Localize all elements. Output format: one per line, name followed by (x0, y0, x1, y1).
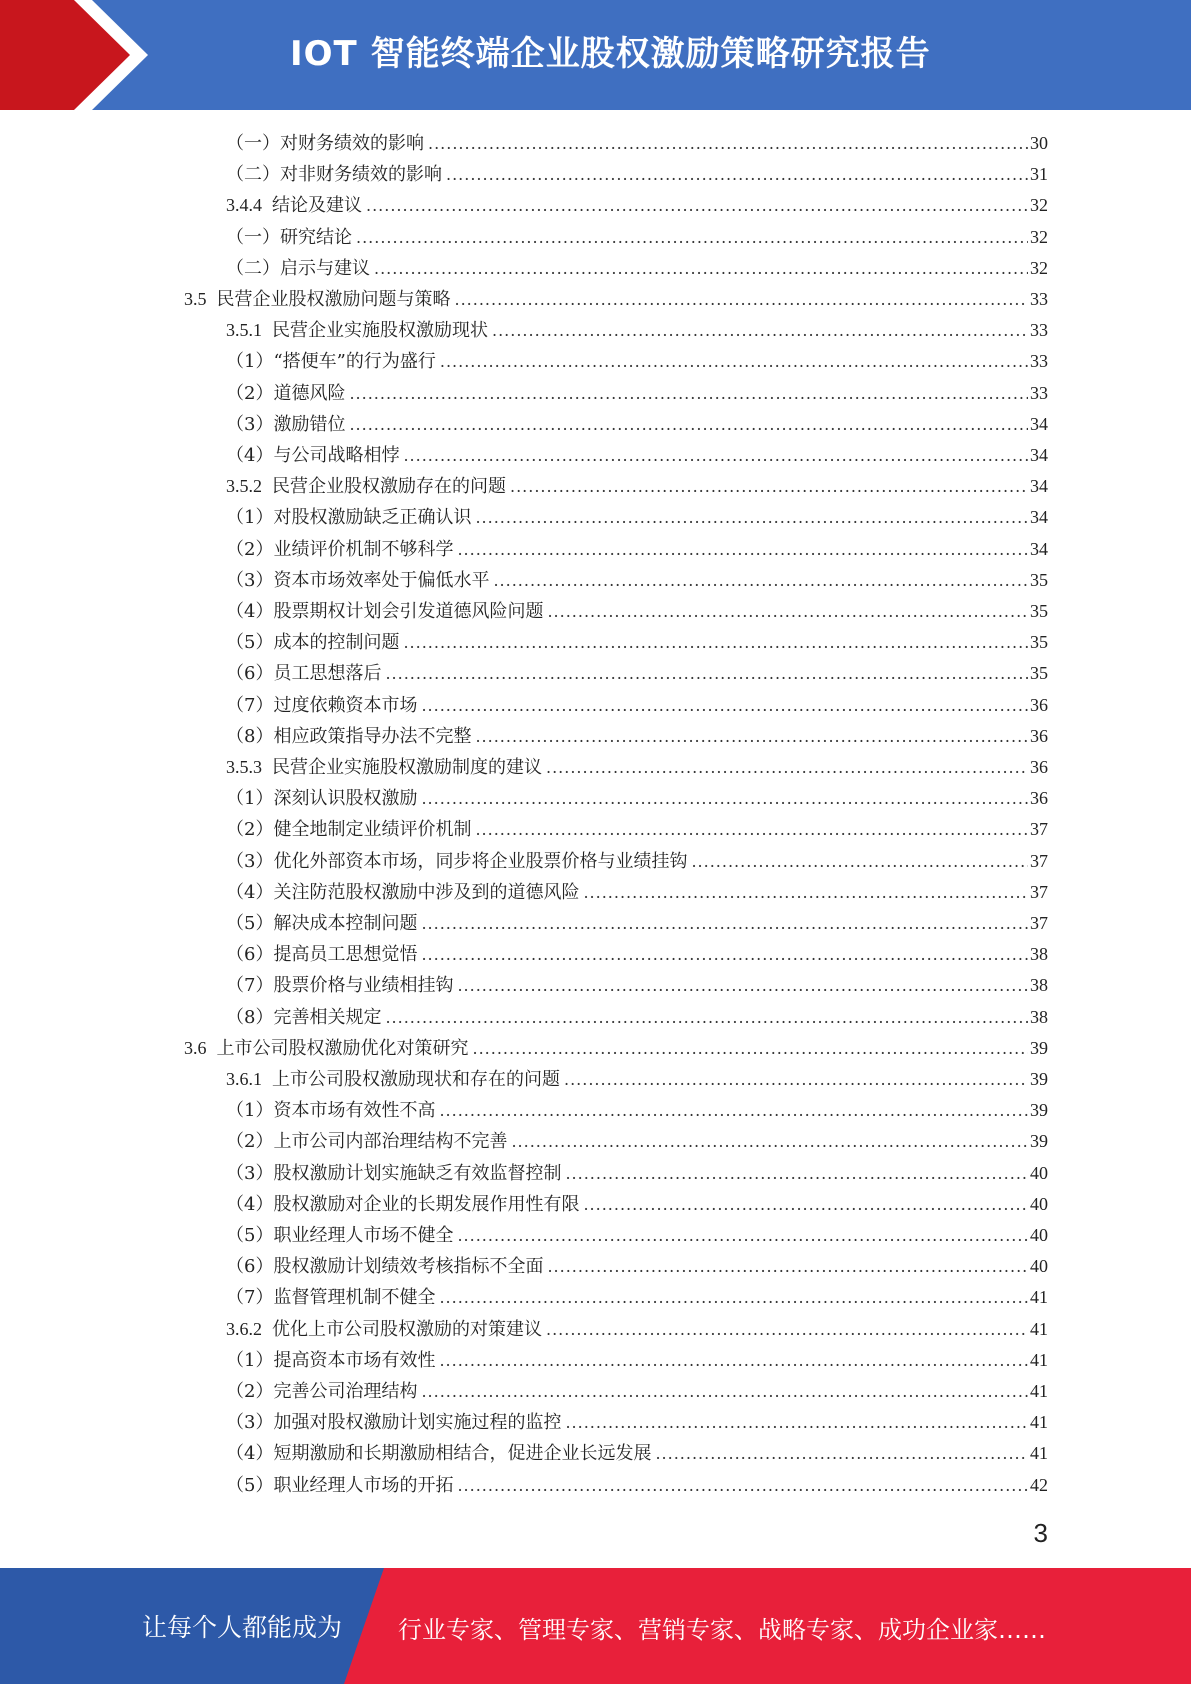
toc-entry-page: 40 (1030, 1162, 1048, 1183)
toc-entry-title: （2）健全地制定业绩评价机制 (226, 819, 472, 841)
toc-entry-page: 36 (1030, 757, 1048, 777)
toc-entry[interactable] (226, 690, 1048, 721)
toc-dot-leader (421, 783, 1028, 814)
toc-entry[interactable] (226, 1158, 1048, 1189)
toc-entry-number: 3.5.1 (226, 320, 262, 341)
toc-entry-title: 优化上市公司股权激励的对策建议 (272, 1318, 542, 1340)
toc-dot-leader (457, 970, 1028, 1001)
toc-entry-title: （3）激励错位 (226, 413, 346, 435)
toc-dot-leader (565, 1158, 1028, 1189)
toc-dot-leader (366, 190, 1028, 221)
toc-entry-title: （6）股权激励计划绩效考核指标不全面 (226, 1256, 544, 1278)
toc-entry[interactable] (226, 159, 1048, 190)
toc-entry-title: （1）深刻认识股权激励 (226, 788, 418, 810)
toc-entry-title: （6）提高员工思想觉悟 (226, 944, 418, 966)
toc-entry-title: （7）过度依赖资本市场 (226, 694, 418, 716)
toc-entry-page: 41 (1030, 1443, 1048, 1464)
toc-entry[interactable] (226, 1220, 1048, 1251)
toc-dot-leader (455, 284, 1029, 315)
toc-entry-title: （7）股票价格与业绩相挂钩 (226, 975, 454, 997)
toc-entry[interactable] (226, 1314, 1048, 1345)
toc-entry-title: （二）对非财务绩效的影响 (226, 164, 442, 186)
toc-entry-title: （8）相应政策指导办法不完整 (226, 725, 472, 747)
toc-dot-leader (493, 565, 1028, 596)
toc-entry-page: 38 (1030, 975, 1048, 996)
toc-entry[interactable] (226, 565, 1048, 596)
toc-dot-leader (421, 1376, 1028, 1407)
toc-entry-page: 37 (1030, 913, 1048, 933)
toc-dot-leader (492, 315, 1028, 346)
toc-entry-number: 3.5.2 (226, 476, 262, 497)
toc-entry-page: 40 (1030, 1256, 1048, 1277)
toc-dot-leader (475, 721, 1028, 752)
toc-dot-leader (428, 128, 1028, 159)
toc-entry-title: （4）关注防范股权激励中涉及到的道德风险 (226, 881, 580, 903)
toc-entry-page: 33 (1030, 351, 1048, 372)
toc-entry-page: 35 (1030, 663, 1048, 684)
toc-entry-title: （8）完善相关规定 (226, 1006, 382, 1028)
toc-entry-title: （4）股权激励对企业的长期发展作用性有限 (226, 1193, 580, 1215)
toc-entry-number: 3.6.2 (226, 1318, 262, 1339)
toc-entry[interactable] (226, 752, 1048, 783)
toc-entry-page: 34 (1030, 476, 1048, 497)
toc-entry-title: （7）监督管理机制不健全 (226, 1287, 436, 1309)
toc-entry-page: 35 (1030, 569, 1048, 590)
toc-entry-page: 34 (1030, 445, 1048, 465)
toc-dot-leader (565, 1407, 1028, 1438)
toc-dot-leader (421, 908, 1028, 939)
toc-dot-leader (457, 1470, 1028, 1501)
page-header (0, 0, 1191, 110)
toc-entry-title: （3）股权激励计划实施缺乏有效监督控制 (226, 1162, 562, 1184)
toc-entry-title: （4）短期激励和长期激励相结合，促进企业长远发展 (226, 1443, 652, 1465)
toc-entry-title: （1）“搭便车”的行为盛行 (226, 351, 436, 373)
toc-entry-page: 41 (1030, 1349, 1048, 1370)
toc-entry-title: （5）成本的控制问题 (226, 632, 400, 654)
toc-entry-title: 结论及建议 (272, 195, 362, 217)
toc-dot-leader (439, 1345, 1028, 1376)
toc-entry-page: 37 (1030, 819, 1048, 840)
toc-dot-leader (439, 1282, 1028, 1313)
toc-entry-page: 32 (1030, 195, 1048, 216)
toc-entry-page: 36 (1030, 788, 1048, 809)
toc-entry[interactable] (226, 627, 1048, 658)
toc-entry[interactable] (226, 658, 1048, 689)
toc-entry-page: 38 (1030, 944, 1048, 965)
toc-entry[interactable] (226, 1345, 1048, 1376)
toc-entry[interactable] (226, 908, 1048, 939)
toc-entry-page: 40 (1030, 1225, 1048, 1245)
toc-entry-page: 34 (1030, 507, 1048, 528)
toc-dot-leader (691, 846, 1028, 877)
toc-entry[interactable] (226, 1470, 1048, 1501)
toc-dot-leader (356, 222, 1028, 253)
toc-dot-leader (473, 1033, 1029, 1064)
toc-dot-leader (349, 409, 1028, 440)
toc-entry[interactable] (226, 471, 1048, 502)
toc-entry[interactable] (226, 877, 1048, 908)
toc-entry-title: 民营企业实施股权激励制度的建议 (272, 757, 542, 778)
toc-entry-title: （2）完善公司治理结构 (226, 1381, 418, 1402)
page-number: 3 (1033, 1518, 1048, 1548)
toc-entry-title: （3）优化外部资本市场，同步将企业股票价格与业绩挂钩 (226, 850, 688, 872)
toc-entry-page: 33 (1030, 289, 1048, 309)
toc-entry[interactable] (226, 315, 1048, 346)
toc-entry[interactable] (226, 1189, 1048, 1220)
toc-entry-page: 33 (1030, 382, 1048, 403)
toc-entry-title: 民营企业股权激励存在的问题 (272, 476, 506, 498)
toc-entry-page: 32 (1030, 257, 1048, 278)
toc-entry-page: 34 (1030, 538, 1048, 559)
toc-entry[interactable] (226, 128, 1048, 159)
toc-entry[interactable] (226, 253, 1048, 284)
toc-dot-leader (439, 1095, 1028, 1126)
toc-dot-leader (385, 1002, 1028, 1033)
toc-entry-number: 3.5.3 (226, 757, 262, 777)
toc-entry-title: （1）提高资本市场有效性 (226, 1349, 436, 1371)
toc-entry-page: 41 (1030, 1381, 1048, 1401)
toc-entry[interactable] (226, 970, 1048, 1001)
toc-entry[interactable] (226, 502, 1048, 533)
toc-dot-leader (385, 658, 1028, 689)
toc-entry-number: 3.6 (184, 1037, 207, 1058)
toc-entry-page: 32 (1030, 226, 1048, 247)
toc-entry[interactable] (184, 1033, 1048, 1064)
toc-entry[interactable] (226, 1251, 1048, 1282)
toc-entry[interactable] (226, 346, 1048, 377)
toc-entry-page: 35 (1030, 601, 1048, 621)
toc-entry-number: 3.5 (184, 289, 207, 309)
toc-entry[interactable] (226, 409, 1048, 440)
toc-entry-title: （1）资本市场有效性不高 (226, 1100, 436, 1122)
toc-entry-page: 41 (1030, 1412, 1048, 1433)
toc-entry-page: 35 (1030, 632, 1048, 653)
toc-entry-title: （5）职业经理人市场不健全 (226, 1225, 454, 1246)
toc-entry-title: （二）启示与建议 (226, 257, 370, 279)
toc-entry-page: 40 (1030, 1193, 1048, 1214)
toc-dot-leader (457, 1220, 1028, 1251)
toc-entry[interactable] (226, 1095, 1048, 1126)
report-title: IOT 智能终端企业股权激励策略研究报告 (290, 34, 931, 74)
toc-dot-leader (403, 440, 1028, 471)
toc-entry[interactable] (226, 378, 1048, 409)
toc-dot-leader (547, 596, 1028, 627)
toc-entry[interactable] (226, 1407, 1048, 1438)
toc-entry-page: 31 (1030, 164, 1048, 185)
toc-entry[interactable] (226, 596, 1048, 627)
toc-entry-title: （一）研究结论 (226, 226, 352, 248)
toc-entry-title: 民营企业实施股权激励现状 (272, 320, 488, 342)
toc-entry-title: （4）与公司战略相悖 (226, 445, 400, 466)
toc-dot-leader (546, 1314, 1028, 1345)
toc-entry-title: （3）加强对股权激励计划实施过程的监控 (226, 1412, 562, 1434)
toc-entry-page: 37 (1030, 881, 1048, 902)
toc-entry-page: 34 (1030, 413, 1048, 434)
toc-dot-leader (421, 690, 1028, 721)
toc-entry-page: 37 (1030, 850, 1048, 871)
toc-entry-page: 39 (1030, 1037, 1048, 1058)
toc-entry-title: （6）员工思想落后 (226, 663, 382, 685)
footer-roles: 行业专家、管理专家、营销专家、战略专家、成功企业家…… (398, 1616, 1046, 1644)
toc-entry[interactable] (226, 190, 1048, 221)
toc-entry[interactable] (226, 1126, 1048, 1157)
toc-entry-title: （1）对股权激励缺乏正确认识 (226, 507, 472, 529)
toc-entry-page: 30 (1030, 133, 1048, 153)
toc-entry-title: （5）解决成本控制问题 (226, 913, 418, 934)
toc-entry-number: 3.4.4 (226, 195, 262, 216)
toc-dot-leader (511, 1126, 1028, 1157)
toc-entry-title: （一）对财务绩效的影响 (226, 133, 424, 154)
toc-entry-page: 39 (1030, 1069, 1048, 1089)
toc-entry[interactable] (226, 222, 1048, 253)
toc-dot-leader (446, 159, 1028, 190)
page-footer (0, 1568, 1191, 1684)
toc-entry[interactable] (226, 1064, 1048, 1095)
toc-entry-title: （5）职业经理人市场的开拓 (226, 1474, 454, 1496)
toc-entry[interactable] (226, 939, 1048, 970)
toc-dot-leader (440, 346, 1028, 377)
toc-entry[interactable] (226, 846, 1048, 877)
toc-entry[interactable] (226, 1438, 1048, 1469)
toc-dot-leader (475, 502, 1028, 533)
toc-entry[interactable] (226, 534, 1048, 565)
toc-entry-page: 42 (1030, 1474, 1048, 1495)
toc-entry[interactable] (226, 814, 1048, 845)
toc-entry[interactable] (226, 1002, 1048, 1033)
toc-entry-title: （3）资本市场效率处于偏低水平 (226, 569, 490, 591)
toc-dot-leader (583, 1189, 1028, 1220)
toc-dot-leader (546, 752, 1028, 783)
toc-dot-leader (421, 939, 1028, 970)
toc-entry[interactable] (226, 440, 1048, 471)
toc-entry-page: 39 (1030, 1100, 1048, 1121)
toc-dot-leader (510, 471, 1028, 502)
toc-entry-page: 39 (1030, 1131, 1048, 1152)
toc-entry-title: 上市公司股权激励优化对策研究 (216, 1037, 469, 1059)
toc-entry-title: （2）道德风险 (226, 382, 346, 404)
toc-dot-leader (583, 877, 1028, 908)
toc-entry-title: （2）上市公司内部治理结构不完善 (226, 1131, 508, 1153)
toc-entry-title: （4）股票期权计划会引发道德风险问题 (226, 601, 544, 622)
toc-entry[interactable] (184, 284, 1048, 315)
footer-slogan: 让每个人都能成为 (142, 1613, 343, 1642)
toc-entry[interactable] (226, 783, 1048, 814)
toc-entry-page: 33 (1030, 320, 1048, 341)
toc-entry-page: 36 (1030, 725, 1048, 746)
toc-dot-leader (564, 1064, 1028, 1095)
toc-dot-leader (349, 378, 1028, 409)
toc-entry-title: 上市公司股权激励现状和存在的问题 (272, 1069, 560, 1090)
toc-entry-title: 民营企业股权激励问题与策略 (216, 289, 451, 310)
toc-entry[interactable] (226, 1376, 1048, 1407)
toc-entry-page: 41 (1030, 1318, 1048, 1339)
toc-dot-leader (547, 1251, 1028, 1282)
toc-dot-leader (457, 534, 1028, 565)
toc-entry-title: （2）业绩评价机制不够科学 (226, 538, 454, 560)
toc-dot-leader (475, 814, 1028, 845)
toc-entry-page: 36 (1030, 694, 1048, 715)
toc-entry[interactable] (226, 1282, 1048, 1313)
toc-dot-leader (374, 253, 1028, 284)
toc-entry-page: 41 (1030, 1287, 1048, 1308)
toc-dot-leader (655, 1438, 1028, 1469)
toc-entry-page: 38 (1030, 1006, 1048, 1027)
toc-entry-number: 3.6.1 (226, 1069, 262, 1089)
toc-entry[interactable] (226, 721, 1048, 752)
toc-dot-leader (403, 627, 1028, 658)
